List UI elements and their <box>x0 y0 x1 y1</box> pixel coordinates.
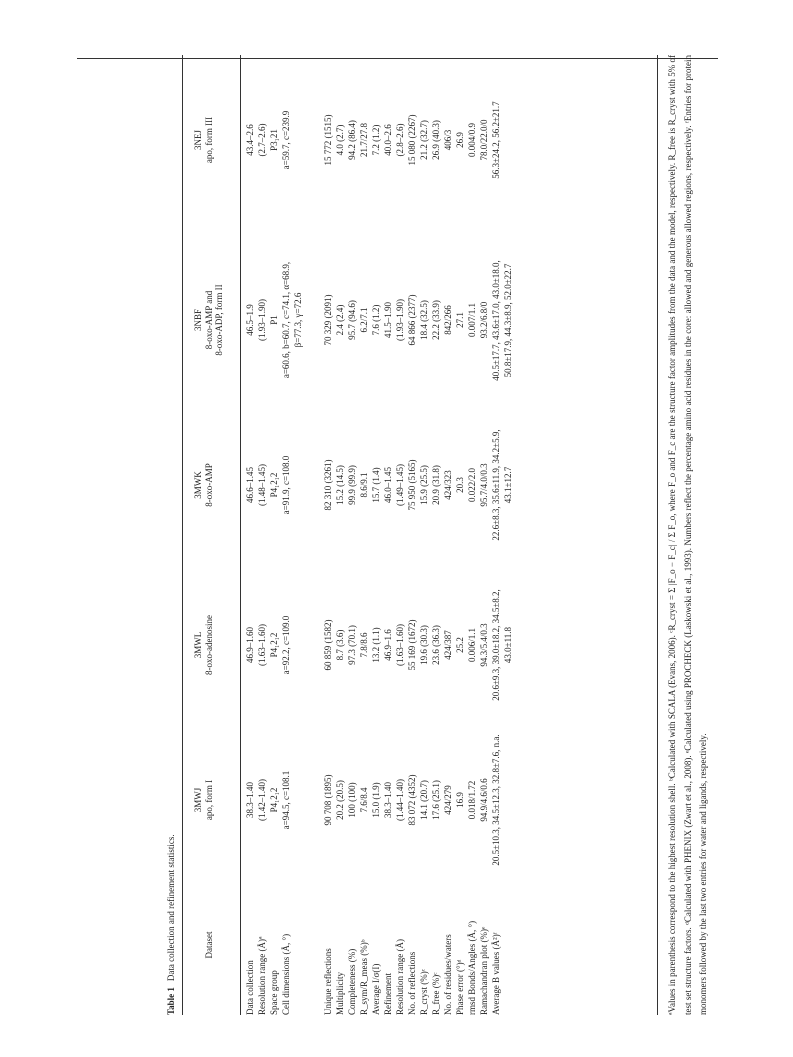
table-cell: 20.2 (20.5) <box>335 780 345 820</box>
table-cell: 15.9 (25.5) <box>419 465 429 505</box>
table-cell: 14.1 (20.7) <box>419 780 429 820</box>
table-cell: 15 080 (2267) <box>407 114 417 166</box>
table-cell: 95.7/4.0/0.3 <box>479 463 489 507</box>
column-desc: 8-oxo-adenosine <box>203 615 214 675</box>
table-cell: 424/279 <box>443 785 453 815</box>
table-cell: 6.2/7.1 <box>359 307 369 333</box>
table-cell: 78.0/22.0/0 <box>479 119 489 161</box>
table-cell: P3₁21 <box>269 129 279 151</box>
table-cell: P4₁2₁2 <box>269 472 279 498</box>
table-cell: (1.63–1.60) <box>257 624 267 666</box>
column-header <box>193 55 214 225</box>
table-cell: 94.2 (86.4) <box>347 120 357 160</box>
table-cell: 60 859 (1582) <box>323 619 333 671</box>
table-cell: 0.018/1.72 <box>467 780 477 820</box>
row-label: Cell dimensions (Å, °) <box>281 933 291 1015</box>
table-cell: (1.93–1.90) <box>257 299 267 341</box>
table-label: Table 1 <box>166 987 176 1015</box>
row-label: Ramachandran plot (%)ᵉ <box>479 926 489 1015</box>
table-cell: 46.0–1.45 <box>383 467 393 503</box>
row-label: R_sym/R_meas (%)ᵇ <box>359 939 369 1015</box>
header-dataset: Dataset <box>204 931 214 959</box>
row-label: Refinement <box>383 973 393 1015</box>
row-label: R_free (%)ᶜ <box>431 972 441 1015</box>
table-cell: 17.6 (25.1) <box>431 780 441 820</box>
column-id: 3MWK <box>193 471 203 499</box>
table-cell: a=91.9, c=108.0 <box>281 455 291 515</box>
table-cell: 20.5±10.3, 34.5±12.3, 32.8±7.6, n.a. <box>491 734 501 866</box>
table-cell: 90 708 (1895) <box>323 774 333 826</box>
row-label: R_cryst (%)ᶜ <box>419 968 429 1015</box>
table-cell: 7.6 (1.2) <box>371 304 381 336</box>
row-label: Average I/σ(I) <box>371 963 381 1015</box>
row-label: rmsd Bonds/Angles (Å, °) <box>467 920 477 1015</box>
table-cell: 424/387 <box>443 630 453 660</box>
table-cell: 13.2 (1.1) <box>371 627 381 663</box>
column-desc: 8-oxo-AMP <box>203 463 214 507</box>
table-title: Data collection and refinement statistics. <box>166 834 176 982</box>
table-cell: 8.7 (3.6) <box>335 629 345 661</box>
table-cell: 93.2/6.8/0 <box>479 301 489 339</box>
table-cell: 4.0 (2.7) <box>335 124 345 156</box>
table-cell: (2.7–2.6) <box>257 123 267 157</box>
table-bottom-rule <box>657 55 658 1015</box>
table-cell: a=59.7, c=239.9 <box>281 110 291 170</box>
column-desc: apo, form I <box>203 779 214 821</box>
table-cell: 16.9 <box>455 792 465 808</box>
column-header <box>193 725 214 875</box>
table-cell: P4₁2₁2 <box>269 787 279 813</box>
table-cell: (1.44–1.40) <box>395 779 405 821</box>
table-cell: (1.42–1.40) <box>257 779 267 821</box>
row-label: Completeness (%) <box>347 948 357 1015</box>
rotated-table-block <box>160 55 793 1015</box>
table-cell: 7.2 (1.2) <box>371 124 381 156</box>
table-cell: 8.6/9.1 <box>359 472 369 498</box>
table-cell: 46.9–1.60 <box>245 627 255 663</box>
row-label: Unique reflections <box>323 948 333 1015</box>
table-cell: 46.6–1.45 <box>245 467 255 503</box>
table-cell: 75 950 (5165) <box>407 459 417 511</box>
column-header <box>193 235 225 405</box>
table-cell: 15 772 (1515) <box>323 114 333 166</box>
column-header <box>193 570 214 720</box>
table-cell: 38.3–1.40 <box>245 782 255 818</box>
table-cell: 70 329 (2091) <box>323 294 333 346</box>
table-cell: 7.6/8.4 <box>359 787 369 813</box>
table-cell: 0.006/1.1 <box>467 628 477 663</box>
column-id: 3NBF <box>193 309 203 332</box>
table-caption <box>166 834 176 1015</box>
table-cell: 20.6±9.3, 39.0±18.2, 34.5±8.2, 43.0±11.8 <box>491 589 513 701</box>
column-desc: apo, form III <box>203 116 214 164</box>
table-cell: 23.6 (36.3) <box>431 625 441 665</box>
column-desc: 8-oxo-AMP and <box>203 290 214 350</box>
table-cell: (1.49–1.45) <box>395 464 405 506</box>
table-cell: 22.2 (33.9) <box>431 300 441 340</box>
table-cell: 83 072 (4352) <box>407 774 417 826</box>
table-cell: a=92.2, c=109.0 <box>281 615 291 675</box>
column-id: 3NEJ <box>193 130 203 150</box>
row-label: Multiplicity <box>335 971 345 1015</box>
table-cell: 27.1 <box>455 312 465 328</box>
table-cell: 26.9 <box>455 132 465 148</box>
table-cell: 20.3 <box>455 477 465 493</box>
row-label: Resolution range (Å) <box>395 939 405 1015</box>
table-top-rule <box>182 55 183 1015</box>
table-cell: 21.7/27.8 <box>359 123 369 158</box>
row-label: Space group <box>269 970 279 1015</box>
table-cell: 94.9/4.6/0.6 <box>479 778 489 822</box>
table-cell: P4₁2₁2 <box>269 632 279 658</box>
table-cell: 95.7 (94.6) <box>347 300 357 340</box>
row-label: No. of reflections <box>407 951 417 1015</box>
column-desc: 8-oxo-ADP, form II <box>214 284 224 356</box>
table-cell: (2.8–2.6) <box>395 123 405 157</box>
table-cell: 40.0–2.6 <box>383 124 393 156</box>
table-cell: 43.4–2.6 <box>245 124 255 156</box>
row-label: Data collection <box>245 960 255 1015</box>
table-cell: 56.3±24.2, 56.2±21.7 <box>491 101 501 179</box>
table-cell: 100 (100) <box>347 782 357 818</box>
table-cell: 46.9–1.6 <box>383 629 393 661</box>
table-cell: 0.004/0.9 <box>467 123 477 158</box>
row-label: Phase error (°)ᵈ <box>455 959 465 1015</box>
table-cell: 20.9 (31.8) <box>431 465 441 505</box>
table-footnote: ªValues in parenthesis correspond to the highest resolution shell. ᵇCalculated with SCALA (Evans, 2006). ᶜR_cryst = Σ |F_o − F_c| / Σ F_o, where F_o and F_c are the structure factor amplitudes from the data and the model, respectively. R_free is R_cryst with 5% of test set structure factors. ᵈCalculated with PHENIX (Zwart et al., 2008). ᵉCalculated using PROCHECK (Laskowski et al., 1993). Numbers reflect the percentage amino acid residues in the core: allowed and generous allowed regions, respectively. ᶠEntries for protein monomers followed by the last two entries for water and ligands, respectively. <box>667 55 708 1015</box>
column-id: 3MWJ <box>193 787 203 813</box>
column-id: 3MWL <box>193 631 203 659</box>
table-cell: 7.8/8.6 <box>359 632 369 658</box>
table-cell: 26.9 (40.3) <box>431 120 441 160</box>
table-cell: 22.6±8.3, 35.6±11.9, 34.2±5.9, 43.1±12.7 <box>491 429 513 541</box>
table-cell: 15.2 (14.5) <box>335 465 345 505</box>
table-cell: a=60.6, b=60.7, c=74.1, α=68.9, β=77.3, γ=72.6 <box>281 261 303 379</box>
table-cell: 15.0 (1.9) <box>371 782 381 818</box>
table-cell: 15.7 (1.4) <box>371 467 381 503</box>
table-cell: 64 866 (2377) <box>407 294 417 346</box>
table-cell: (1.48–1.45) <box>257 464 267 506</box>
table-cell: 99.9 (99.9) <box>347 465 357 505</box>
table-cell: 19.6 (30.3) <box>419 625 429 665</box>
table-cell: 41.5–1.90 <box>383 302 393 338</box>
table-cell: 38.3–1.40 <box>383 782 393 818</box>
row-label: No. of residues/waters <box>443 934 453 1015</box>
table-cell: 406/3 <box>443 129 453 151</box>
table-cell: 82 310 (3261) <box>323 459 333 511</box>
table-cell: P1 <box>269 315 279 325</box>
table-cell: 25.2 <box>455 637 465 653</box>
column-header <box>193 410 214 560</box>
table-cell: 18.4 (32.5) <box>419 300 429 340</box>
table-cell: 94.3/5.4/0.3 <box>479 623 489 667</box>
table-cell: 97.3 (70.1) <box>347 625 357 665</box>
row-label: Resolution range (Å)ª <box>257 936 267 1015</box>
table-cell: 46.5–1.9 <box>245 304 255 336</box>
table-cell: 40.5±17.7, 43.6±17.0, 43.0±18.0, 50.8±17.9, 44.3±8.9, 52.0±22.7 <box>491 260 513 381</box>
table-cell: (1.63–1.60) <box>395 624 405 666</box>
row-label: Average B values (Å²)ᶠ <box>491 932 501 1015</box>
table-cell: 424/323 <box>443 470 453 500</box>
table-cell: 0.007/1.1 <box>467 303 477 338</box>
table-cell: a=94.5, c=108.1 <box>281 770 291 830</box>
table-cell: 55 169 (1672) <box>407 619 417 671</box>
table-header-rule <box>240 55 241 1015</box>
table-cell: 0.022/2.0 <box>467 468 477 503</box>
table-cell: (1.93–1.90) <box>395 299 405 341</box>
table-cell: 842/266 <box>443 305 453 335</box>
table-cell: 21.2 (32.7) <box>419 120 429 160</box>
table-cell: 2.4 (2.4) <box>335 304 345 336</box>
